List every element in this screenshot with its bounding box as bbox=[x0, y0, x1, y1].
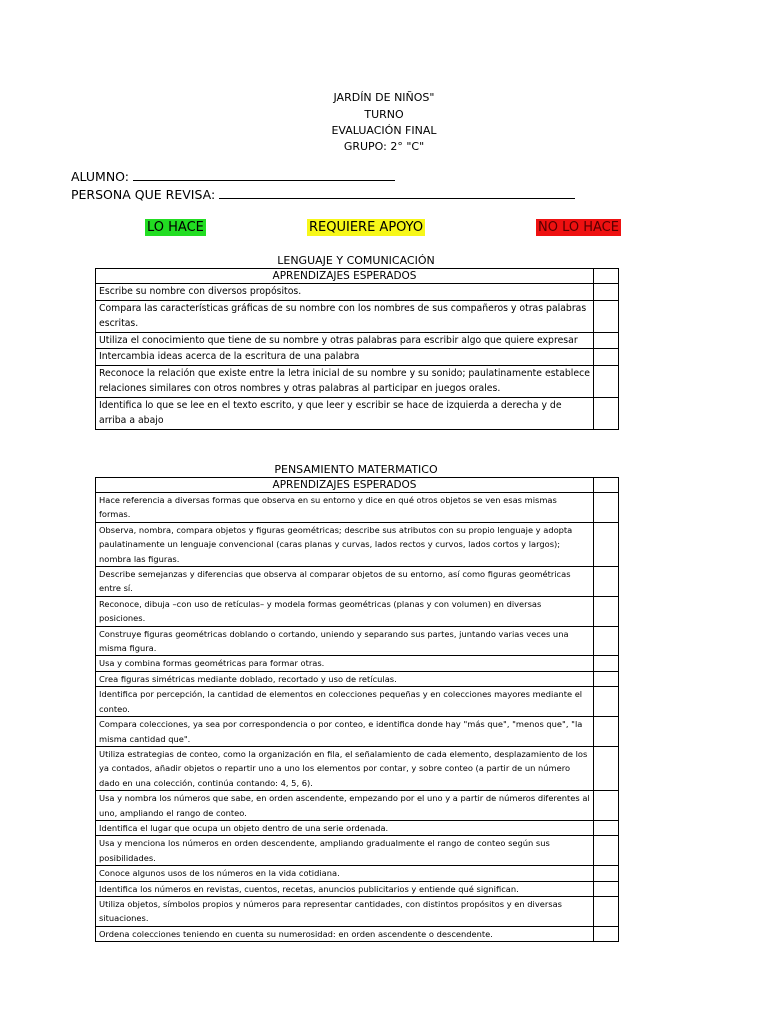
learning-item: Usa y combina formas geométricas para formar otras. bbox=[96, 656, 594, 671]
learning-item: Identifica por percepción, la cantidad de elementos en colecciones pequeñas y en colecciones mayores mediante el conteo. bbox=[96, 687, 594, 717]
table-row bbox=[96, 896, 619, 926]
table-row bbox=[96, 820, 619, 835]
table-row bbox=[96, 866, 619, 881]
evaluation-check-cell[interactable] bbox=[594, 926, 619, 941]
table-row bbox=[96, 926, 619, 941]
language-table bbox=[95, 268, 619, 430]
table-row bbox=[96, 746, 619, 790]
evaluation-title: EVALUACIÓN FINAL bbox=[331, 124, 437, 137]
evaluation-check-cell[interactable] bbox=[594, 791, 619, 821]
table-row bbox=[96, 656, 619, 671]
learning-item: Construye figuras geométricas doblando o cortando, uniendo y separando sus partes, juntando varias veces una misma figura. bbox=[96, 626, 594, 656]
reviewer-name-line[interactable] bbox=[219, 187, 575, 199]
evaluation-check-cell[interactable] bbox=[594, 687, 619, 717]
header-check-cell bbox=[594, 269, 619, 284]
column-header: APRENDIZAJES ESPERADOS bbox=[96, 269, 594, 284]
table-row bbox=[96, 397, 619, 429]
evaluation-check-cell[interactable] bbox=[594, 896, 619, 926]
evaluation-check-cell[interactable] bbox=[594, 746, 619, 790]
table-row bbox=[96, 626, 619, 656]
table-row bbox=[96, 596, 619, 626]
reviewer-field bbox=[71, 187, 575, 202]
table-header-row bbox=[96, 478, 619, 493]
evaluation-check-cell[interactable] bbox=[594, 717, 619, 747]
learning-item: Identifica el lugar que ocupa un objeto dentro de una serie ordenada. bbox=[96, 820, 594, 835]
learning-item: Ordena colecciones teniendo en cuenta su numerosidad: en orden ascendente o descendente. bbox=[96, 926, 594, 941]
shift-label: TURNO bbox=[364, 108, 404, 121]
evaluation-check-cell[interactable] bbox=[594, 397, 619, 429]
learning-item: Utiliza el conocimiento que tiene de su nombre y otras palabras para escribir algo que quiere expresar bbox=[96, 332, 594, 349]
legend-does: LO HACE bbox=[147, 220, 204, 235]
evaluation-check-cell[interactable] bbox=[594, 656, 619, 671]
evaluation-check-cell[interactable] bbox=[594, 671, 619, 686]
evaluation-check-cell[interactable] bbox=[594, 866, 619, 881]
evaluation-check-cell[interactable] bbox=[594, 881, 619, 896]
learning-item: Reconoce la relación que existe entre la letra inicial de su nombre y su sonido; paulatinamente establece relaciones similares con otros nombres y otras palabras al participar en juegos orales. bbox=[96, 365, 594, 397]
learning-item: Compara las características gráficas de su nombre con los nombres de sus compañeros y otras palabras escritas. bbox=[96, 300, 594, 332]
learning-item: Identifica los números en revistas, cuentos, recetas, anuncios publicitarios y entiende qué significan. bbox=[96, 881, 594, 896]
table-row bbox=[96, 332, 619, 349]
learning-item: Usa y menciona los números en orden descendente, ampliando gradualmente el rango de conteo según sus posibilidades. bbox=[96, 836, 594, 866]
evaluation-check-cell[interactable] bbox=[594, 522, 619, 566]
student-name-line[interactable] bbox=[133, 169, 395, 181]
evaluation-check-cell[interactable] bbox=[594, 349, 619, 366]
table-row bbox=[96, 717, 619, 747]
evaluation-check-cell[interactable] bbox=[594, 493, 619, 523]
learning-item: Identifica lo que se lee en el texto escrito, y que leer y escribir se hace de izquierda a derecha y de arriba a abajo bbox=[96, 397, 594, 429]
table-row bbox=[96, 365, 619, 397]
table-row bbox=[96, 791, 619, 821]
evaluation-check-cell[interactable] bbox=[594, 596, 619, 626]
legend-needs-support: REQUIERE APOYO bbox=[309, 220, 424, 235]
evaluation-check-cell[interactable] bbox=[594, 284, 619, 301]
header-check-cell bbox=[594, 478, 619, 493]
table-row bbox=[96, 687, 619, 717]
math-table bbox=[95, 477, 619, 942]
column-header: APRENDIZAJES ESPERADOS bbox=[96, 478, 594, 493]
learning-item: Usa y nombra los números que sabe, en orden ascendente, empezando por el uno y a partir de números diferentes al uno, ampliando el rango de conteo. bbox=[96, 791, 594, 821]
learning-item: Intercambia ideas acerca de la escritura de una palabra bbox=[96, 349, 594, 366]
student-field bbox=[71, 169, 395, 184]
evaluation-check-cell[interactable] bbox=[594, 332, 619, 349]
student-label: ALUMNO: bbox=[71, 169, 130, 184]
group-label: GRUPO: 2° "C" bbox=[343, 140, 425, 153]
section-title-math: PENSAMIENTO MATERMATICO bbox=[274, 463, 438, 476]
legend-does-not: NO LO HACE bbox=[538, 220, 619, 235]
learning-item: Crea figuras simétricas mediante doblado, recortado y uso de retículas. bbox=[96, 671, 594, 686]
table-row bbox=[96, 671, 619, 686]
reviewer-label: PERSONA QUE REVISA: bbox=[71, 187, 216, 202]
learning-item: Hace referencia a diversas formas que observa en su entorno y dice en qué otros objetos se ven esas mismas formas. bbox=[96, 493, 594, 523]
learning-item: Observa, nombra, compara objetos y figuras geométricas; describe sus atributos con su propio lenguaje y adopta paulatinamente un lenguaje convencional (caras planas y curvas, lados rectos y curvos, lados cortos y largos); nombra las figuras. bbox=[96, 522, 594, 566]
school-name: JARDÍN DE NIÑOS" bbox=[333, 91, 435, 104]
table-row bbox=[96, 349, 619, 366]
learning-item: Compara colecciones, ya sea por correspondencia o por conteo, e identifica donde hay "más que", "menos que", "la misma cantidad que". bbox=[96, 717, 594, 747]
table-row bbox=[96, 522, 619, 566]
evaluation-check-cell[interactable] bbox=[594, 836, 619, 866]
section-title-language: LENGUAJE Y COMUNICACIÓN bbox=[277, 254, 435, 267]
table-row bbox=[96, 284, 619, 301]
evaluation-check-cell[interactable] bbox=[594, 300, 619, 332]
evaluation-check-cell[interactable] bbox=[594, 567, 619, 597]
evaluation-check-cell[interactable] bbox=[594, 365, 619, 397]
table-row bbox=[96, 836, 619, 866]
evaluation-check-cell[interactable] bbox=[594, 626, 619, 656]
table-header-row bbox=[96, 269, 619, 284]
table-row bbox=[96, 493, 619, 523]
learning-item: Utiliza objetos, símbolos propios y números para representar cantidades, con distintos propósitos y en diversas situaciones. bbox=[96, 896, 594, 926]
table-row bbox=[96, 881, 619, 896]
learning-item: Escribe su nombre con diversos propósitos. bbox=[96, 284, 594, 301]
learning-item: Describe semejanzas y diferencias que observa al comparar objetos de su entorno, así como figuras geométricas entre sí. bbox=[96, 567, 594, 597]
learning-item: Conoce algunos usos de los números en la vida cotidiana. bbox=[96, 866, 594, 881]
table-row bbox=[96, 567, 619, 597]
learning-item: Reconoce, dibuja –con uso de retículas– y modela formas geométricas (planas y con volumen) en diversas posiciones. bbox=[96, 596, 594, 626]
learning-item: Utiliza estrategias de conteo, como la organización en fila, el señalamiento de cada elemento, desplazamiento de los ya contados, añadir objetos o repartir uno a uno los elementos por contar, y sobre conteo (a partir de un número dado en una colección, continúa contando: 4, 5, 6). bbox=[96, 746, 594, 790]
evaluation-check-cell[interactable] bbox=[594, 820, 619, 835]
table-row bbox=[96, 300, 619, 332]
